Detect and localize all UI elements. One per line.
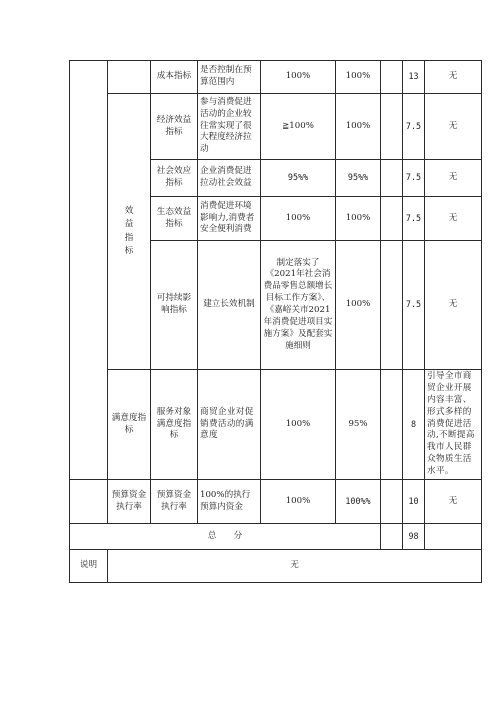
score-cell: 7.5 xyxy=(403,197,425,241)
indicator-cell: 建立长效机制 xyxy=(198,241,261,370)
level1-cell-empty xyxy=(70,480,108,524)
indicator-cell: 100%的执行预算内资金 xyxy=(198,480,261,524)
note-cell: 无 xyxy=(425,197,482,241)
total-score-cell: 98 xyxy=(403,524,425,550)
total-label-cell: 总 分 xyxy=(70,524,381,550)
level3-cell: 预算资金执行率 xyxy=(151,480,198,524)
score-cell: 8 xyxy=(403,370,425,480)
weight-cell xyxy=(381,370,403,480)
target-cell: 100% xyxy=(261,61,336,94)
target-cell: 100% xyxy=(261,197,336,241)
indicator-cell: 企业消费促进拉动社会效益 xyxy=(198,160,261,197)
weight-cell xyxy=(381,160,403,197)
target-cell: 100% xyxy=(261,480,336,524)
score-cell: 7.5 xyxy=(403,160,425,197)
weight-cell xyxy=(381,480,403,524)
level2-cell-empty xyxy=(108,61,151,94)
level2-benefit-label: 效益指标 xyxy=(124,205,134,256)
weight-cell xyxy=(381,241,403,370)
score-cell: 10 xyxy=(403,480,425,524)
indicator-cell: 参与消费促进活动的企业较往常实现了很大程度经济拉动 xyxy=(198,94,261,160)
indicator-cell: 商贸企业对促销费活动的满意度 xyxy=(198,370,261,480)
actual-cell: 95%% xyxy=(336,160,381,197)
row-cost xyxy=(70,61,482,94)
actual-cell: 100%% xyxy=(336,480,381,524)
row-economic xyxy=(70,94,482,160)
explanation-label-cell: 说明 xyxy=(70,550,108,583)
target-cell: ≧100% xyxy=(261,94,336,160)
level3-cell: 服务对象满意度指标 xyxy=(151,370,198,480)
actual-cell: 100% xyxy=(336,241,381,370)
level2-benefit-cell xyxy=(108,94,151,370)
note-cell: 无 xyxy=(425,241,482,370)
row-total xyxy=(70,524,482,550)
note-cell: 无 xyxy=(425,94,482,160)
score-cell: 13 xyxy=(403,61,425,94)
score-cell: 7.5 xyxy=(403,94,425,160)
level3-cell: 社会效应指标 xyxy=(151,160,198,197)
weight-cell xyxy=(381,94,403,160)
indicator-cell: 消费促进环境影响力,消费者安全便利消费 xyxy=(198,197,261,241)
level2-cell: 满意度指标 xyxy=(108,370,151,480)
level3-cell: 可持续影响指标 xyxy=(151,241,198,370)
row-satisfaction xyxy=(70,370,482,480)
note-cell: 无 xyxy=(425,160,482,197)
row-explanation xyxy=(70,550,482,583)
level3-cell: 生态效益指标 xyxy=(151,197,198,241)
row-budget xyxy=(70,480,482,524)
level3-cell: 成本指标 xyxy=(151,61,198,94)
target-cell: 95%% xyxy=(261,160,336,197)
performance-evaluation-table xyxy=(69,60,482,583)
score-cell: 7.5 xyxy=(403,241,425,370)
actual-cell: 100% xyxy=(336,61,381,94)
total-weight-cell xyxy=(381,524,403,550)
weight-cell xyxy=(381,197,403,241)
note-cell: 无 xyxy=(425,480,482,524)
target-cell: 100% xyxy=(261,370,336,480)
actual-cell: 100% xyxy=(336,94,381,160)
explanation-value-cell: 无 xyxy=(108,550,482,583)
level3-cell: 经济效益指标 xyxy=(151,94,198,160)
target-cell: 制定落实了《2021年社会消费品零售总额增长目标工作方案》、《嘉峪关市2021年消费促进项目实施方案》及配套实施细则 xyxy=(261,241,336,370)
level2-cell: 预算资金执行率 xyxy=(108,480,151,524)
actual-cell: 100% xyxy=(336,197,381,241)
total-note-cell xyxy=(425,524,482,550)
indicator-cell: 是否控制在预算范围内 xyxy=(198,61,261,94)
note-cell: 无 xyxy=(425,61,482,94)
weight-cell xyxy=(381,61,403,94)
actual-cell: 95% xyxy=(336,370,381,480)
level1-cell xyxy=(70,61,108,480)
note-cell: 引导全市商贸企业开展内容丰富、形式多样的消费促进活动,不断提高我市人民群众物质生活水平。 xyxy=(425,370,482,480)
